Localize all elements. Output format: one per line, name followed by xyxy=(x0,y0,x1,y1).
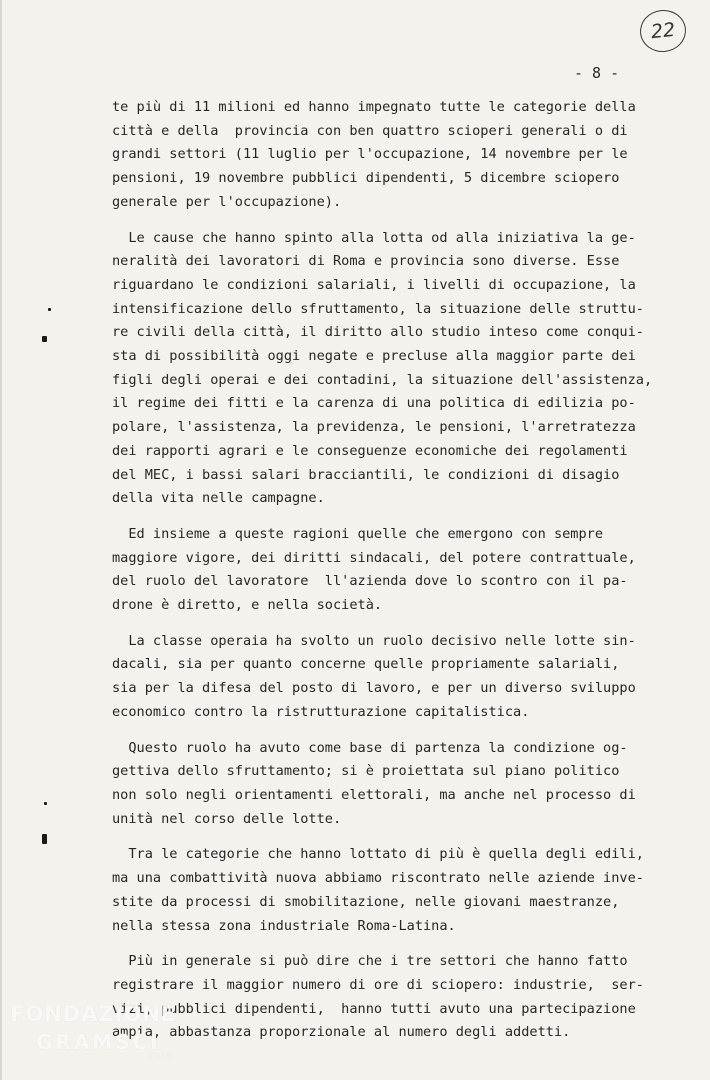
text-line: Tra le categorie che hanno lottato di più è quella degli edili, xyxy=(112,846,644,863)
paragraph xyxy=(112,523,672,618)
watermark-line-2: GRAMSCI xyxy=(36,1030,161,1054)
text-line: grandi settori (11 luglio per l'occupazione, 14 novembre per le xyxy=(112,146,628,163)
text-line: economico contro la ristrutturazione capitalistica. xyxy=(112,703,530,720)
text-line: figli degli operai e dei contadini, la situazione dell'assistenza, xyxy=(112,371,653,388)
margin-mark xyxy=(42,834,47,844)
typed-text-body xyxy=(112,96,672,1057)
text-line: dacali, sia per quanto concerne quelle propriamente salariali, xyxy=(112,656,620,673)
margin-mark xyxy=(48,308,51,311)
text-line: del ruolo del lavoratore ll'azienda dove lo scontro con il pa- xyxy=(112,573,628,590)
foundation-watermark xyxy=(10,1002,176,1062)
text-line: del MEC, i bassi salari bracciantili, le condizioni di disagio xyxy=(112,466,620,483)
text-line: riguardano le condizioni salariali, i livelli di occupazione, la xyxy=(112,276,636,293)
text-line: intensificazione dello sfruttamento, la situazione delle struttu- xyxy=(112,300,644,317)
text-line: La classe operaia ha svolto un ruolo decisivo nelle lotte sin- xyxy=(112,632,636,649)
watermark-line-1: FONDAZIONE xyxy=(10,1002,177,1026)
text-line: drone è diretto, e nella società. xyxy=(112,597,383,614)
text-line: della vita nelle campagne. xyxy=(112,490,325,507)
page-number: - 8 - xyxy=(574,64,620,82)
paragraph xyxy=(112,737,672,832)
text-line: gettiva dello sfruttamento; si è proiettata sul piano politico xyxy=(112,763,620,780)
text-line: unità nel corso delle lotte. xyxy=(112,810,342,827)
text-line: pensioni, 19 novembre pubblici dipendenti, 5 dicembre sciopero xyxy=(112,170,620,187)
text-line: registrare il maggior numero di ore di sciopero: industrie, ser- xyxy=(112,976,644,993)
text-line: non solo negli orientamenti elettorali, ma anche nel processo di xyxy=(112,786,636,803)
watermark-line-3: onlus xyxy=(148,1052,173,1062)
text-line: sia per la difesa del posto di lavoro, e per un diverso sviluppo xyxy=(112,680,636,697)
text-line: Questo ruolo ha avuto come base di partenza la condizione og- xyxy=(112,739,628,756)
text-line: maggiore vigore, dei diritti sindacali, del potere contrattuale, xyxy=(112,549,636,566)
text-line: re civili della città, il diritto allo studio inteso come conqui- xyxy=(112,324,644,341)
text-line: generale per l'occupazione). xyxy=(112,193,342,210)
margin-mark xyxy=(42,336,47,342)
text-line: ampia, abbastanza proporzionale al numero degli addetti. xyxy=(112,1024,571,1041)
text-line: dei rapporti agrari e le conseguenze economiche dei regolamenti xyxy=(112,442,628,459)
text-line: Le cause che hanno spinto alla lotta od alla iniziativa la ge- xyxy=(112,229,636,246)
text-line: Ed insieme a queste ragioni quelle che emergono con sempre xyxy=(112,525,604,542)
archive-number-stamp: 22 xyxy=(638,8,688,55)
paragraph xyxy=(112,843,672,938)
text-line: polare, l'assistenza, la previdenza, le pensioni, l'arretratezza xyxy=(112,419,636,436)
text-line: città e della provincia con ben quattro scioperi generali o di xyxy=(112,122,628,139)
paragraph xyxy=(112,96,672,215)
text-line: vizi, pubblici dipendenti, hanno tutti avuto una partecipazione xyxy=(112,1000,636,1017)
text-line: neralità dei lavoratori di Roma e provincia sono diverse. Esse xyxy=(112,253,620,270)
paragraph xyxy=(112,950,672,1045)
text-line: Più in generale si può dire che i tre settori che hanno fatto xyxy=(112,953,628,970)
text-line: stite da processi di smobilitazione, nelle giovani maestranze, xyxy=(112,893,620,910)
paragraph xyxy=(112,227,672,511)
text-line: il regime dei fitti e la carenza di una politica di edilizia po- xyxy=(112,395,636,412)
margin-mark xyxy=(44,802,47,805)
text-line: te più di 11 milioni ed hanno impegnato tutte le categorie della xyxy=(112,99,636,115)
text-line: sta di possibilità oggi negate e precluse alla maggior parte dei xyxy=(112,348,636,365)
paragraph xyxy=(112,630,672,725)
text-line: ma una combattività nuova abbiamo riscontrato nelle aziende inve- xyxy=(112,870,644,887)
text-line: nella stessa zona industriale Roma-Latina. xyxy=(112,917,456,934)
